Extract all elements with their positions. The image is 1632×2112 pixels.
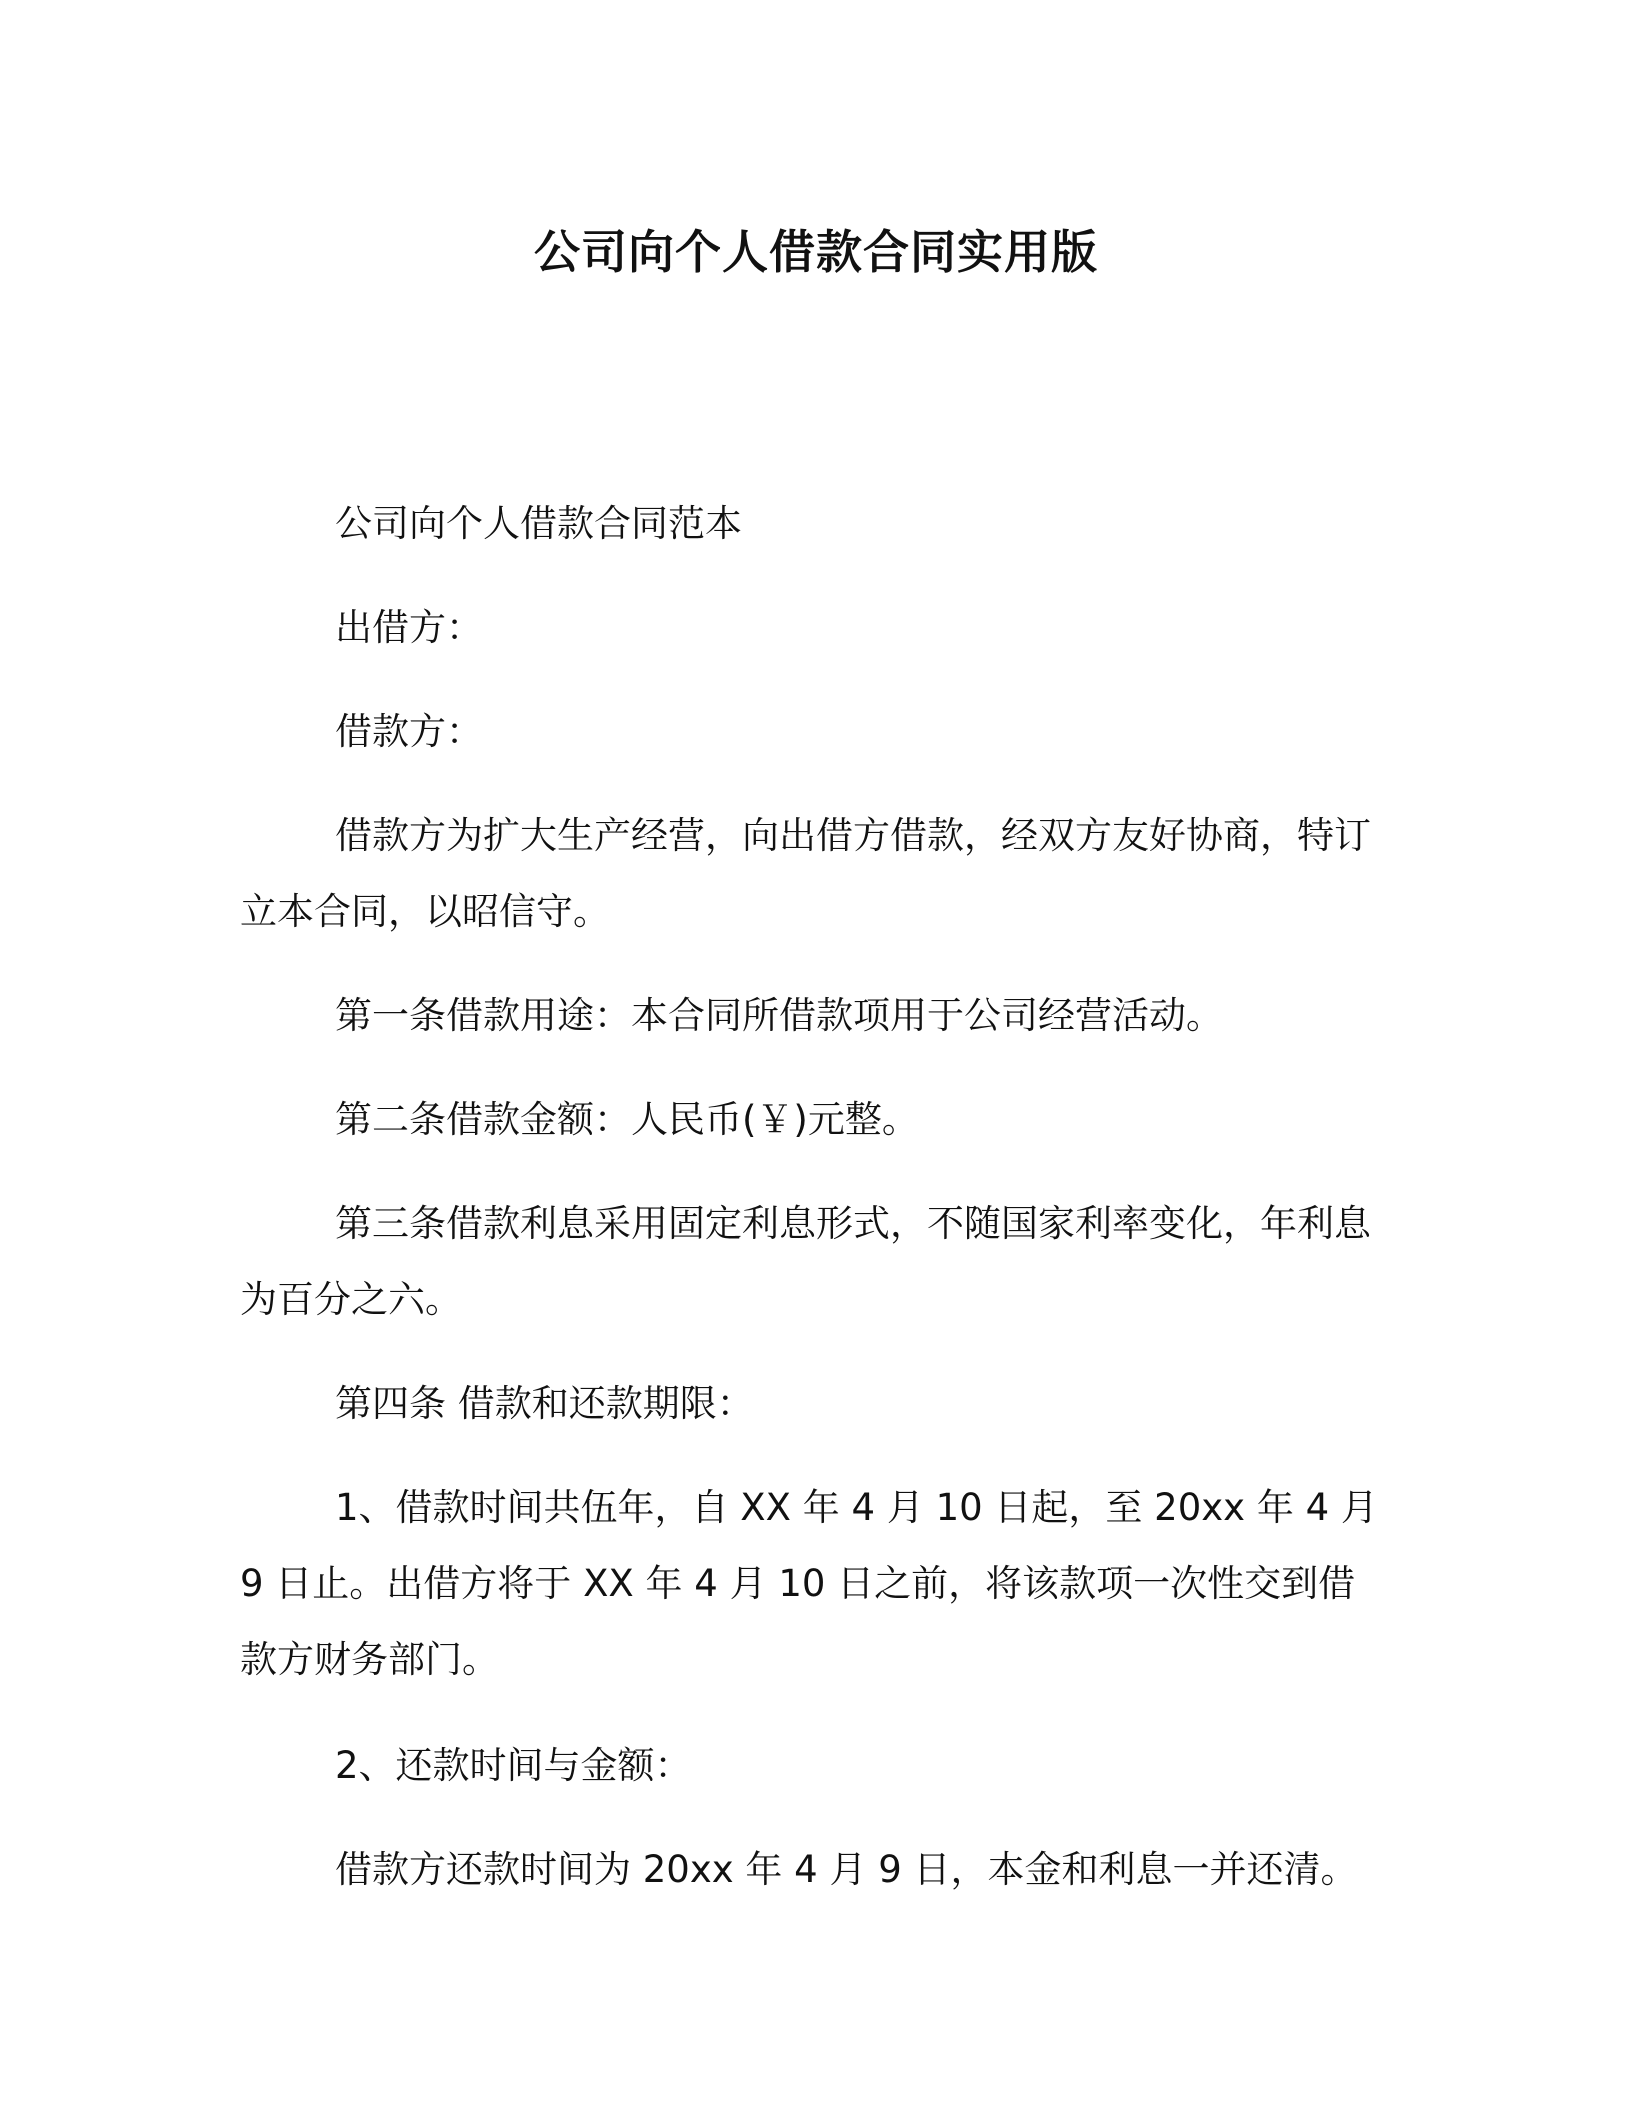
paragraph-repayment: 借款方还款时间为 20xx 年 4 月 9 日，本金和利息一并还清。 [335, 1848, 1358, 1891]
paragraph-article-3: 第三条借款利息采用固定利息形式，不随国家利率变化，年利息为百分之六。 [240, 1202, 1371, 1321]
paragraph-subtitle: 公司向个人借款合同范本 [335, 502, 742, 545]
paragraph-article-1: 第一条借款用途：本合同所借款项用于公司经营活动。 [335, 994, 1223, 1037]
document-title: 公司向个人借款合同实用版 [534, 225, 1098, 279]
paragraph-article-4: 第四条 借款和还款期限： [335, 1382, 754, 1425]
paragraph-clause-1: 1、借款时间共伍年，自 XX 年 4 月 10 日起，至 20xx 年 4 月 9 日止。出借方将于 XX 年 4 月 10 日之前，将该款项一次性交到借款方财务部门。 [240, 1486, 1378, 1681]
paragraph-preamble: 借款方为扩大生产经营，向出借方借款，经双方友好协商，特订立本合同，以昭信守。 [240, 814, 1371, 933]
paragraph-borrower: 借款方： [335, 710, 483, 753]
paragraph-lender: 出借方： [335, 606, 483, 649]
paragraph-clause-2: 2、还款时间与金额： [335, 1744, 692, 1787]
paragraph-article-2: 第二条借款金额：人民币(￥)元整。 [335, 1098, 919, 1141]
